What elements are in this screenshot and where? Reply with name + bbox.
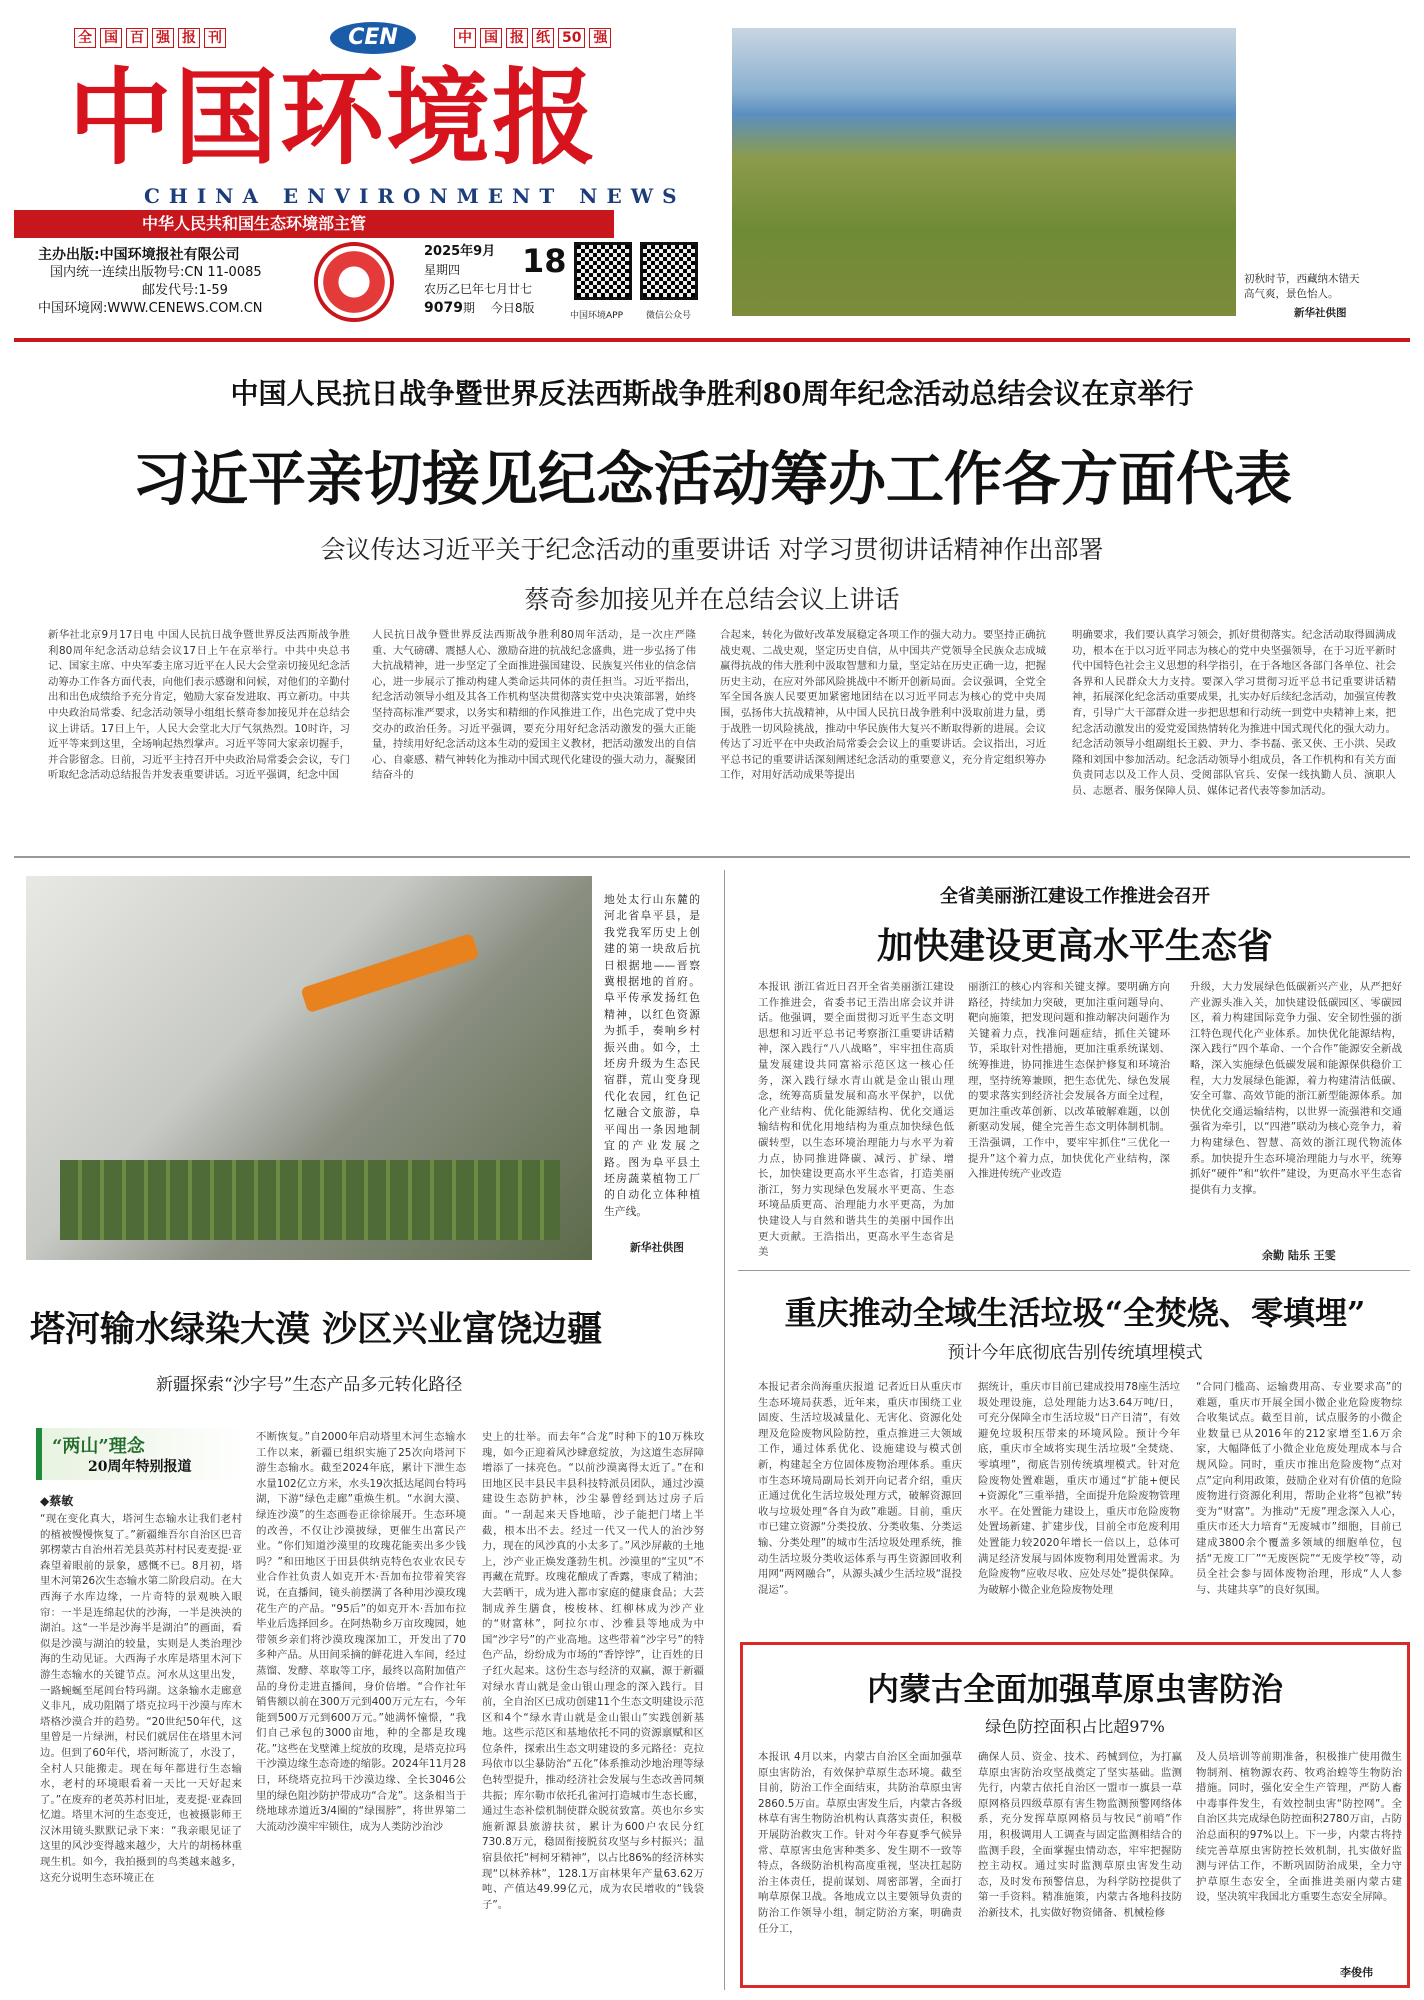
tag: 刊 xyxy=(204,28,226,48)
sponsor-text: 中华人民共和国生态环境部主管 xyxy=(142,214,367,233)
publisher-info xyxy=(38,246,263,318)
lead-kicker: 中国人民抗日战争暨世界反法西斯战争胜利80周年纪念活动总结会议在京举行 xyxy=(230,377,1194,410)
chongqing-sub: 预计今年底彻底告别传统填埋模式 xyxy=(947,1343,1203,1363)
issn: 国内统一连续出版物号:CN 11-0085 xyxy=(50,265,262,280)
page-count: 今日8版 xyxy=(490,301,535,315)
date-day: 18 xyxy=(522,242,567,280)
photo-credit: 新华社供图 xyxy=(1294,307,1347,319)
planting-trays xyxy=(60,1160,560,1240)
v-divider xyxy=(724,870,725,1990)
divider xyxy=(14,856,1410,858)
tag: 强 xyxy=(152,28,174,48)
badge-title: “两山”理念 xyxy=(52,1436,145,1457)
tag: 强 xyxy=(589,28,611,48)
lead-col-3: 合起来，转化为做好改革发展稳定各项工作的强大动力。要坚持正确抗战史观、二战史观，坚定历史自信，从中国共产党领导全民族众志成城赢得抗战的伟大胜利中汲取智慧和力量，坚定站在历史正确一边，把握历史主动，在应对外部风险挑战中不断开创新局面。会议强调，全党全军全国各族人民要更加紧密地团结在以习近平同志为核心的党中央周围，弘扬伟大抗战精神，从中国人民抗日战争胜利中汲取前进力量，勇于战胜一切风险挑战，推动中华民族伟大复兴不断取得新的进展。会议传达了习近平在中央政治局常委会会议上的重要讲话。会议指出，习近平总书记的重要讲话深刻阐述纪念活动的重要意义，充分肯定组织筹办工作，对用好活动成果等提出 xyxy=(720,629,1046,782)
header-divider xyxy=(14,338,1410,342)
weekday: 星期四 xyxy=(424,263,461,277)
zhejiang-byline: 余勤 陆乐 王雯 xyxy=(1262,1249,1336,1262)
special-report-badge xyxy=(36,1428,246,1480)
neimenggu-headline: 内蒙古全面加强草原虫害防治 xyxy=(866,1670,1283,1708)
zhejiang-headline: 加快建设更高水平生态省 xyxy=(876,925,1273,967)
lead-headline: 习近平亲切接见纪念活动筹办工作各方面代表 xyxy=(131,445,1292,513)
neimenggu-col-3: 及人员培训等前期准备，积极推广使用微生物制剂、植物源农药、牧鸡治蝗等生物防治措施。同时，强化安全生产管理，严防人畜中毒事件发生，有效控制虫害“防控网”。全自治区共完成绿色防控面积2780万亩，占防治总面积的97%以上。下一步，内蒙古将持续完善草原虫害防控长效机制，扎实做好监测与评估工作，不断巩固防治成果，全力守护草原生态安全，全面推进美丽内蒙古建设，坚决筑牢我国北方重要生态安全屏障。 xyxy=(1196,1751,1402,1904)
qr-label-app: 中国环境APP xyxy=(570,311,624,321)
neimenggu-col-1: 本报讯 4月以来，内蒙古自治区全面加强草原虫害防治，有效保护草原生态环境。截至目前，防治工作全面结束，共防治草原虫害2860.5万亩。草原虫害发生后，内蒙古各级林草有害生物防治机构认真落实责任，积极开展防治救灾工作。针对今年春夏季气候异常、草原害虫危害种类多、发生期不一致等特点，各级防治机构高度重视，坚决扛起防治主体责任，提前谋划、周密部署，全面打响草原保卫战。各地成立以主要领导负责的防治工作领导小组，制定防治方案，明确责任分工， xyxy=(758,1751,962,1935)
zhejiang-col-1: 本报讯 浙江省近日召开全省美丽浙江建设工作推进会，省委书记王浩出席会议并讲话。他强调，要全面贯彻习近平生态文明思想和习近平总书记考察浙江重要讲话精神，深入践行“八八战略”，牢牢扭住高质量发展建设共同富裕示范区这一核心任务，深入践行绿水青山就是金山银山理念，统筹高质量发展和高水平保护，以优化产业结构、优化能源结构、优化交通运输结构和优化用地结构为重点加快绿色低碳转型，以生态环境治理能力与水平为着力点，协同推进降碳、减污、扩绿、增长，加快建设更高水平生态省，打造美丽浙江，努力实现绿色发展水平更高、生态环境品质更高、治理能力水平更高，为加快建设人与自然和谐共生的美丽中国作出更大贡献。王浩指出，更高水平生态省是美 xyxy=(758,981,954,1259)
tag: 全 xyxy=(74,28,96,48)
website: 中国环境网:WWW.CENEWS.COM.CN xyxy=(38,301,263,316)
qr-code-wechat[interactable] xyxy=(640,242,698,300)
tags-right xyxy=(454,28,611,48)
fuping-credit: 新华社供图 xyxy=(630,1241,684,1254)
tag: 中 xyxy=(454,28,476,48)
lead-col-2: 人民抗日战争暨世界反法西斯战争胜利80周年活动，是一次庄严隆重、大气磅礴、震撼人心、激励奋进的抗战纪念盛典，进一步弘扬了伟大抗战精神，进一步坚定了全面推进强国建设、民族复兴伟业的信念信心，进一步展示了推动构建人类命运共同体的责任担当。习近平指出，纪念活动领导小组及其各工作机构坚决贯彻落实党中央决策部署，始终坚持高标准严要求，以务实和精细的作风推进工作，出色完成了党中央交办的政治任务。习近平强调，要充分用好纪念活动激发的强大正能量，持续用好纪念活动这本生动的爱国主义教材，把活动激发出的自信心、自豪感、精气神转化为推动中国式现代化建设的强大动力，凝聚团结奋斗的 xyxy=(372,629,696,782)
lunar-date: 农历乙巳年七月廿七 xyxy=(424,282,533,296)
neimenggu-col-2: 确保人员、资金、技术、药械到位，为打赢草原虫害防治攻坚战奠定了坚实基础。监测先行，内蒙古依托自治区一盟市一旗县一草原网格员四级草原有害生物监测预警网络体系，充分发挥草原网格员与牧民“前哨”作用，积极调用人工调查与固定监测相结合的监测手段，全面掌握虫情动态，牢牢把握防控主动权。通过实时监测草原虫害发生动态，及时发布预警信息，为科学防控提供了第一手资料。精准施策，内蒙古各地科技防治新技术，扎实做好物资储备、机械检修 xyxy=(978,1751,1182,1919)
issue-label: 期 xyxy=(462,301,475,315)
tag: 国 xyxy=(100,28,122,48)
lead-sub1: 会议传达习近平关于纪念活动的重要讲话 对学习贯彻讲话精神作出部署 xyxy=(320,535,1104,564)
neimenggu-sub: 绿色防控面积占比超97% xyxy=(985,1717,1165,1736)
tag: 百 xyxy=(126,28,148,48)
emblem xyxy=(314,242,394,322)
tarim-headline: 塔河输水绿染大漠 沙区兴业富饶边疆 xyxy=(30,1309,603,1350)
lead-col-1: 新华社北京9月17日电 中国人民抗日战争暨世界反法西斯战争胜利80周年纪念活动总结会议17日上午在京举行。中共中央总书记、国家主席、中央军委主席习近平在人民大会堂亲切接见纪念活动筹办工作各方面代表，向他们表示感谢和问候，对他们的辛勤付出和出色成绩给予充分肯定，勉励大家奋发进取、再立新功。中共中央政治局常委、纪念活动领导小组组长蔡奇参加接见并在总结会议上讲话。17日上午，人民大会堂北大厅气氛热烈。10时许，习近平等来到这里，全场响起热烈掌声。习近平等同大家亲切握手，并合影留念。日前，习近平主持召开中央政治局常委会会议，专门听取纪念活动总结报告并发表重要讲话。习近平强调，纪念中国 xyxy=(48,629,350,782)
masthead-english: CHINA ENVIRONMENT NEWS xyxy=(144,184,686,208)
chongqing-col-2: 据统计，重庆市目前已建成投用78座生活垃圾处理设施，总处理能力达3.64万吨/日，可充分保障全市生活垃圾“日产日清”，有效避免垃圾积压带来的环境风险。预计今年底，重庆市全域将实现生活垃圾“全焚烧、零填埋”，彻底告别传统填埋模式。针对危险废物处置难题，重庆市通过“扩能+便民+资源化”三重举措，全面提升危险废物管理水平。在处置能力建设上，重庆市危险废物处置场新建、扩建步伐，目前全市危废利用处置能力较2020年增长一倍以上，总体可满足经济发展与固体废物利用处置需求。为危险废物“应收尽收、应处尽处”提供保障。为破解小微企业危险废物处理 xyxy=(978,1381,1180,1596)
photo-caption: 初秋时节，西藏纳木错天高气爽，景色怡人。 xyxy=(1244,273,1360,300)
fuping-caption: 地处太行山东麓的河北省阜平县，是我党我军历史上创建的第一块敌后抗日根据地——晋察冀根据地的首府。阜平传承发扬红色精神，以红色资源为抓手，奏响乡村振兴曲。如今，土坯房升级为生态民宿群，荒山变身现代化农园，红色记忆融合文旅游，阜平闯出一条因地制宜的产业发展之路。图为阜平县土坯房蔬菜植物工厂的自动化立体种植生产线。 xyxy=(604,893,700,1218)
tarim-col-1: “现在变化真大，塔河生态输水让我们老村的植被慢慢恢复了。”新疆维吾尔自治区巴音郭楞蒙古自治州若羌县英苏村村民麦麦提·亚森望着眼前的景象，感慨不已。8月初，塔里木河第26次生态输水第二阶段启动。在大西海子水库边缘，一片奇特的景观映入眼帘：一半是连绵起伏的沙海，一半是泱泱的湖泊。这“一半是沙海半是湖泊”的画面，看似是沙漠与湖泊的较量，实则是人类治理沙海的生动见证。大西海子水库是塔里木河下游生态输水的关键节点。河水从这里出发，一路蜿蜒至尾闾台特玛湖。这条输水走廊意义非凡，成功阻隔了塔克拉玛干沙漠与库木塔格沙漠合并的趋势。“20世纪50年代，这里曾是一片绿洲，村民们就居住在塔里木河边。但到了60年代，塔河断流了，水没了，全村人只能搬走。现在每年都进行生态输水，老村的环境眼看着一天比一天好起来了。”在废弃的老英苏村旧址，麦麦提·亚森回忆道。塔里木河的生态变迁，也被摄影师王汉沐用镜头默默记录下来：“我亲眼见证了这里的风沙变得越来越少，大片的胡杨林重现生机。如今，我拍摄到的鸟类越来越多，这充分说明生态环境正在 xyxy=(40,1513,242,1884)
date-year: 2025年9月 xyxy=(424,244,496,259)
tarim-byline: ◆蔡敏 xyxy=(40,1494,74,1508)
tag: 报 xyxy=(506,28,528,48)
qr-label-wechat: 微信公众号 xyxy=(646,311,692,321)
tarim-sub: 新疆探索“沙字号”生态产品多元转化路径 xyxy=(156,1375,463,1395)
zhejiang-col-3: 升级，大力发展绿色低碳新兴产业，从严把好产业源头准入关，加快建设低碳园区、零碳园区，着力构建国际竞争力强、安全韧性强的浙江特色现代化产业体系。加快优化能源结构，深入践行“四个革命、一个合作”能源安全新战略，深入实施绿色低碳发展和能源保供稳价工程，大力发展绿色能源，着力构建清洁低碳、安全可靠、高效节能的浙江新型能源体系。加快优化交通运输结构，以世界一流强港和交通强省为牵引，以“四港”联动为核心竞争力，着力构建绿色、智慧、高效的浙江现代物流体系。加快提升生态环境治理能力与水平，统筹抓好“硬件”和“软件”建设，为更高水平生态省提供有力支撑。 xyxy=(1190,981,1402,1196)
sponsor-bar xyxy=(14,210,614,238)
tarim-col-3: 史上的壮举。而去年“合龙”时种下的10万株玫瑰，如今正迎着风沙肆意绽放，为这道生态屏障增添了一抹亮色。“以前沙漠离得太近了。”在和田地区民丰县民丰县科技特派员团队，通过沙漠建设生态防护林，沙尘暴曾经到达过房子后面。“一刮起来天昏地暗，沙子能把门堵上半截，根本出不去。经过一代又一代人的治沙努力，现在的风沙真的小太多了。”风沙屏蔽的土地上，沙产业正焕发蓬勃生机。沙漠里的“宝贝”不再藏在荒野。玫瑰花酿成了香露，枣成了精油；大芸晒干，成为进入都市家庭的健康食品；大芸制成养生膳食，梭梭林、红柳林成为沙产业的“财富林”，阿拉尔市、沙雅县等地成为中国“沙字号”的产业高地。这些带着“沙字号”的特色产品，纷纷成为市场的“香饽饽”，让百姓的日子红火起来。这份生态与经济的双赢，源于新疆对绿水青山就是金山银山理念的深入践行。目前，全自治区已成功创建11个生态文明建设示范区和4个“绿水青山就是金山银山”实践创新基地。这些示范区和基地依托不同的资源禀赋和区位条件，探索出生态文明建设的多元路径：克拉玛依市以尘暴防治“五化”体系推动沙地治理等绿色转型提升，推动经济社会发展与生态改善同频共振；库尔勒市依托孔雀河打造城市生态长廊，通过生态补偿机制使群众脱贫致富。英也尔乡实施新源县旅游扶贫，累计为600户农民分红730.8万元，稳固衔接脱贫攻坚与乡村振兴；温宿县依托“柯柯牙精神”，以占比86%的经济林实现“以林养林”，128.1万亩林果年产量63.62万吨、产值达49.99亿元，成为农民增收的“钱袋子”。 xyxy=(482,1431,704,1911)
masthead-title: 中国环境报 xyxy=(68,56,599,179)
qr-code-app[interactable] xyxy=(574,242,632,300)
tag: 50 xyxy=(558,28,585,48)
issue-line xyxy=(424,299,584,316)
neimenggu-byline: 李俊伟 xyxy=(1340,1966,1373,1979)
date-block xyxy=(424,240,584,316)
tags-left xyxy=(74,28,226,48)
tarim-col-2: 不断恢复。”自2000年启动塔里木河生态输水工作以来，新疆已组织实施了25次向塔河下游生态输水。截至2024年底，累计下泄生态水量102亿立方米，水头19次抵达尾闾台特玛湖，下游“绿色走廊”重焕生机。“水润大漠、绿连沙漠”的生态画卷正徐徐展开。生态环境的改善，不仅让沙漠披绿，更催生出富民产业。“你们知道沙漠里的玫瑰花能卖出多少钱吗？”和田地区于田县供纳克特色农业农民专业合作社负责人如克开木·吾加布拉带着笑容说，在直播间，镜头前摆满了各种用沙漠玫瑰花生产的产品。“95后”的如克开木·吾加布拉毕业后选择回乡。在阿热勒乡万亩玫瑰园，她带领乡亲们将沙漠玫瑰深加工，开发出了70多种产品。从田间采摘的鲜花进入车间，经过蒸馏、发酵、萃取等工序，最终以高附加值产品的身份走进直播间，身价倍增。“合作社年销售额以前在300万元到400万元左右，今年能到500万元到600万元。”她满怀憧憬，“我们自己承包的3000亩地，种的全都是玫瑰花。”这些在戈壁滩上绽放的玫瑰，是塔克拉玛干沙漠边缘生态奇迹的缩影。2024年11月28日，环绕塔克拉玛干沙漠边缘、全长3046公里的绿色阻沙防护带成功“合龙”。这条相当于绕地球赤道近3/4圈的“绿围脖”，将世界第二大流动沙漠牢牢锁住，成为人类防沙治沙 xyxy=(256,1431,466,1833)
tag: 国 xyxy=(480,28,502,48)
chongqing-col-1: 本报记者余尚海重庆报道 记者近日从重庆市生态环境局获悉，近年来，重庆市围绕工业固废、生活垃圾减量化、无害化、资源化处理及危险废物风险防控，重点推进三大领域工作，通过体系优化、设施建设与模式创新，构建起全方位固体废物治理体系。重庆市生态环境局副局长刘开向记者介绍，重庆正通过优化生活垃圾处理方式，破解资源回收与垃圾处理“各自为政”难题。目前，重庆市已建立资源“分类投放、分类收集、分类运输、分类处理”的城市生活垃圾处理系统，推动生活垃圾分类收运体系与再生资源回收利用网“两网融合”，从源头减少生活垃圾“混投混运”。 xyxy=(758,1381,962,1596)
zhejiang-kicker: 全省美丽浙江建设工作推进会召开 xyxy=(940,886,1210,907)
namtso-photo xyxy=(732,28,1236,316)
header xyxy=(14,14,724,338)
cen-logo: CEN xyxy=(330,22,416,54)
publisher: 主办出版:中国环境报社有限公司 xyxy=(38,247,240,263)
tag: 报 xyxy=(178,28,200,48)
divider xyxy=(738,1270,1410,1271)
lead-sub2: 蔡奇参加接见并在总结会议上讲话 xyxy=(524,585,900,614)
tag: 纸 xyxy=(532,28,554,48)
zhejiang-col-2: 丽浙江的核心内容和关键支撑。要明确方向路径，持续加力突破，更加注重问题导向、靶向施策，把发现问题和推动解决问题作为关键着力点，找准问题症结，抓住关键环节，采取针对性措施，更加注重系统谋划、统筹推进，协同推进生态保护修复和环境治理，坚持统筹兼顾，把生态优先、绿色发展的要求落实到经济社会发展各方面全过程，更加注重改革创新、以改革破解难题，以创新驱动发展，健全完善生态文明体制机制。王浩强调，工作中，要牢牢抓住“三优化一提升”这个着力点，加快优化产业结构，深入推进传统产业改造 xyxy=(968,981,1170,1181)
lead-col-4: 明确要求，我们要认真学习领会，抓好贯彻落实。纪念活动取得圆满成功，根本在于以习近平同志为核心的党中央坚强领导，在于习近平新时代中国特色社会主义思想的科学指引，在于各地区各部门各单位、社会各界和人民群众大力支持。要深入学习贯彻习近平总书记重要讲话精神，拓展深化纪念活动重要成果，扎实办好后续纪念活动，加强宣传教育，引导广大干部群众进一步把思想和行动统一到党中央精神上来，把纪念活动激发出的爱党爱国热情转化为推进中国式现代化的强大动力。纪念活动领导小组副组长王毅、尹力、李书磊、张又侠、王小洪、吴政隆和刘国中参加活动。纪念活动领导小组成员，各工作机构和有关方面负责同志以及工作人员、受阅部队官兵、安保一线执勤人员、演职人员、志愿者、服务保障人员、媒体记者代表等参加活动。 xyxy=(1072,629,1396,797)
badge-sub: 20周年特别报道 xyxy=(88,1459,192,1475)
chongqing-col-3: “合同门槛高、运输费用高、专业要求高”的难题，重庆市开展全国小微企业危险废物综合收集试点。截至目前，试点服务的小微企业数量已从2016年的212家增至1.6万余家，大幅降低了小微企业危废处理成本与合规风险。同时，重庆市推出危险废物“点对点”定向利用政策，鼓励企业对有价值的危险废物进行资源化利用，帮助企业将“包袱”转变为“财富”。为推动“无废”理念深入人心，重庆市还大力培育“无废城市”细胞，目前已建成3800余个覆盖多领域的细胞单位，包括“无废工厂”“无废医院”“无废学校”等，动员全社会参与固体废物治理，形成“人人参与、共建共享”的良好氛围。 xyxy=(1196,1381,1402,1596)
chongqing-headline: 重庆推动全域生活垃圾“全焚烧、零填埋” xyxy=(784,1294,1366,1332)
issue-number: 9079 xyxy=(424,300,463,316)
postal-code: 邮发代号:1-59 xyxy=(142,283,228,298)
